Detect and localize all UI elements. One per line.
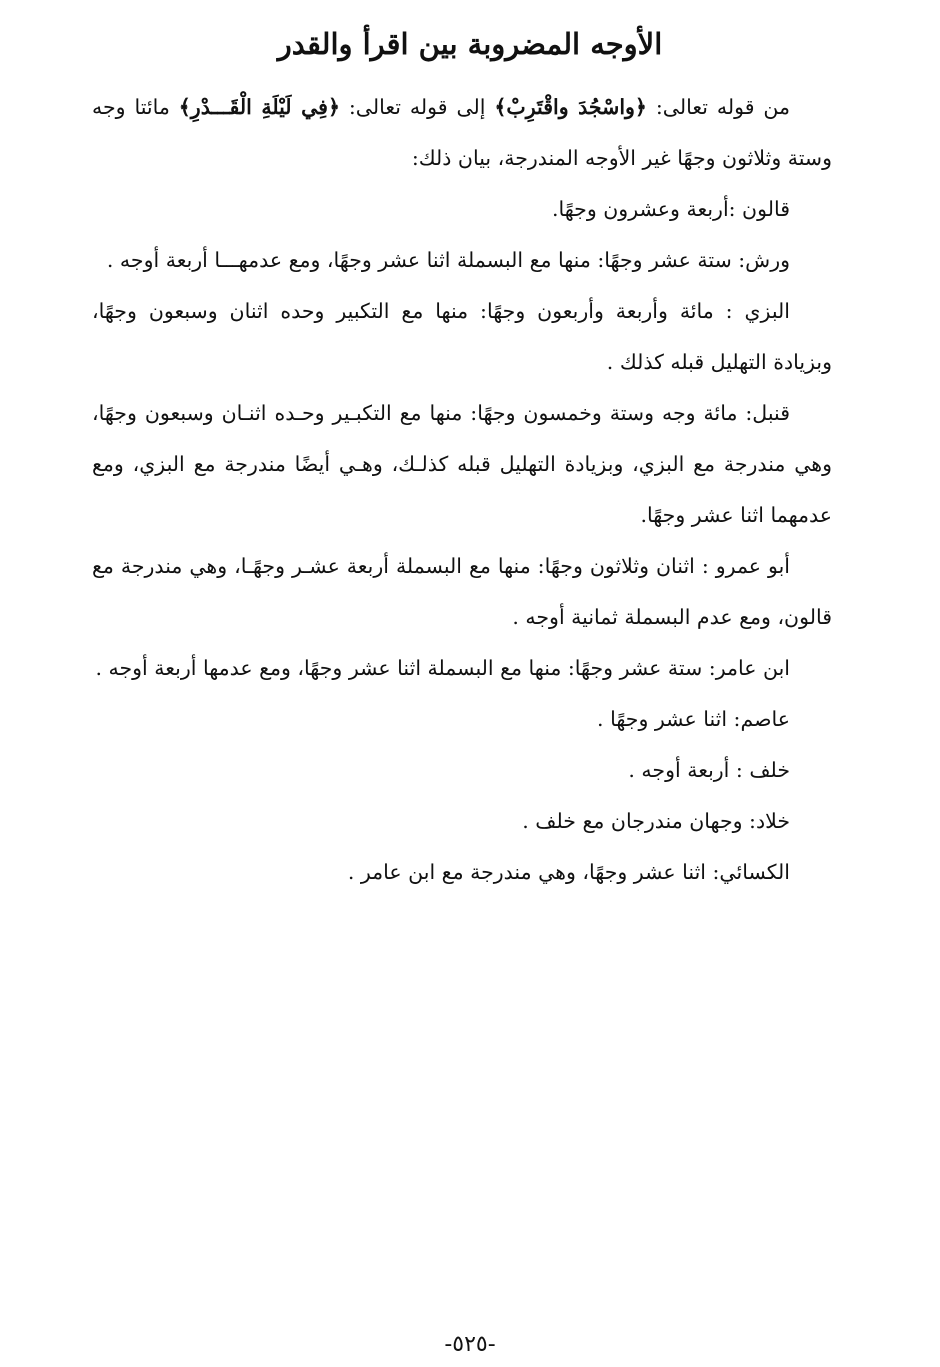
quran-quote-2: ﴿فِي لَيْلَةِ الْقَـــدْرِ﴾	[178, 95, 340, 119]
paragraph-abu-amr: أبو عمرو : اثنان وثلاثون وجهًا: منها مع البسملة أربعة عشـر وجهًـا، وهي مندرجة مع قالون، ومع عدم البسملة ثمانية أوجه .	[92, 554, 832, 629]
line-asim: عاصم: اثنا عشر وجهًا .	[597, 707, 790, 731]
paragraph-ibn-amir: ابن عامر: ستة عشر وجهًا: منها مع البسملة اثنا عشر وجهًا، ومع عدمها أربعة أوجه .	[95, 656, 790, 680]
quran-quote-1: ﴿واسْجُدَ واقْتَرِبْ﴾	[494, 95, 647, 119]
line-kisai: الكسائي: اثنا عشر وجهًا، وهي مندرجة مع ابن عامر .	[347, 860, 790, 884]
paragraph-qunbul: قنبل: مائة وجه وستة وخمسون وجهًا: منها مع التكبـير وحـده اثنـان وسبعون وجهًا، وهي مندرجة مع البزي، وبزيادة التهليل قبله كذلـك، وهـي أيضًا مندرجة مع البزي، ومع عدمهما اثنا عشر وجهًا.	[92, 401, 832, 527]
page-number: -٥٢٥-	[444, 1332, 496, 1357]
intro-rest: مائتا وجه وستة وثلاثون وجهًا غير الأوجه المندرجة، بيان ذلك:	[92, 95, 832, 170]
body-text	[92, 82, 832, 898]
line-khallad: خلاد: وجهان مندرجان مع خلف .	[522, 809, 790, 833]
paragraph-warsh: ورش: ستة عشر وجهًا: منها مع البسملة اثنا عشر وجهًا، ومع عدمهـــا أربعة أوجه .	[106, 248, 790, 272]
intro-prefix: من قوله تعالى:	[646, 95, 790, 119]
intro-middle: إلى قوله تعالى:	[339, 95, 495, 119]
page-title: الأوجه المضروبة بين اقرأ والقدر	[277, 27, 663, 61]
line-khalaf: خلف : أربعة أوجه .	[628, 758, 790, 782]
paragraph-bazzi: البزي : مائة وأربعة وأربعون وجهًا: منها مع التكبير وحده اثنان وسبعون وجهًا، وبزيادة التهليل قبله كذلك .	[92, 299, 832, 374]
paragraph-qalun: قالون :أربعة وعشرون وجهًا.	[551, 197, 790, 221]
intro-paragraph	[92, 82, 832, 184]
